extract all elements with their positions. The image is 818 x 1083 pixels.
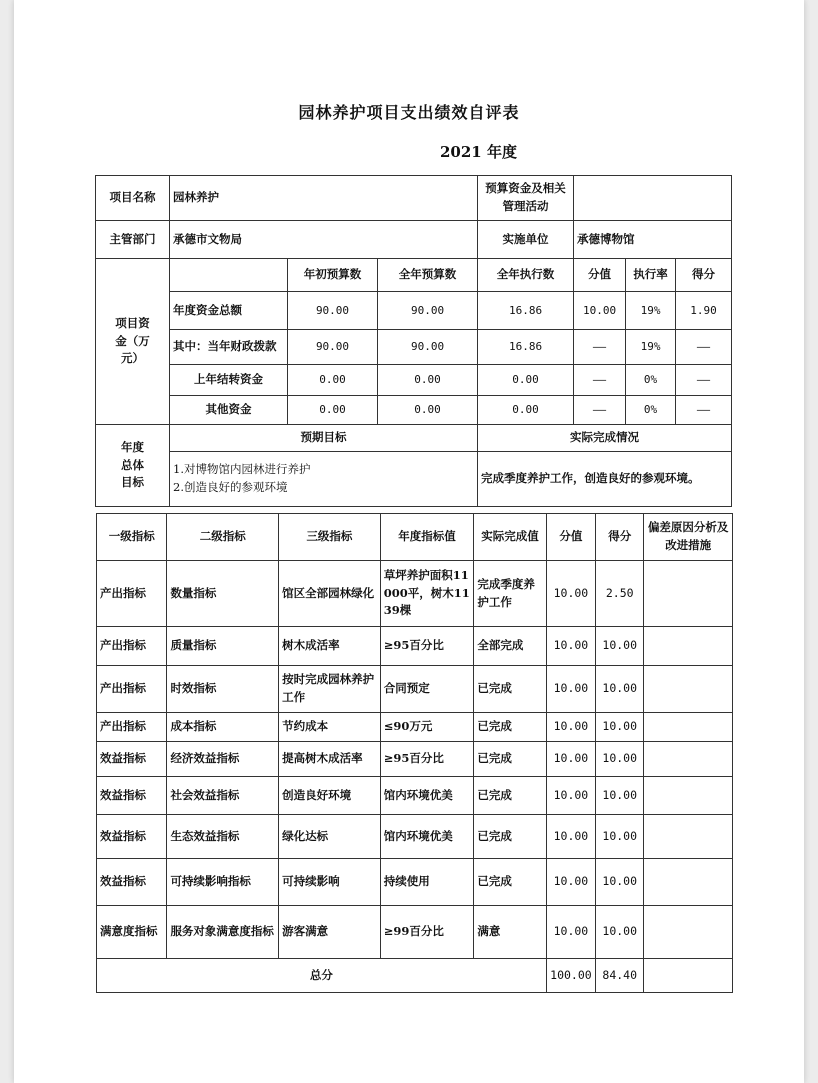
- level1-indicator: 满意度指标: [97, 906, 167, 959]
- level1-indicator: 效益指标: [97, 742, 167, 777]
- total-score: 84.40: [596, 959, 644, 993]
- level2-indicator: 社会效益指标: [167, 777, 279, 815]
- indicator-header: 实际完成值: [474, 514, 546, 561]
- project-name-label: 项目名称: [96, 176, 170, 221]
- actual-value: 已完成: [474, 777, 546, 815]
- points: 10.00: [546, 906, 595, 959]
- funds-cell: 0%: [626, 396, 676, 425]
- level3-indicator: 提高树木成活率: [279, 742, 381, 777]
- indicator-header: 二级指标: [167, 514, 279, 561]
- level1-indicator: 效益指标: [97, 859, 167, 906]
- points: 10.00: [546, 627, 595, 666]
- indicator-row: [97, 815, 733, 859]
- expected-goal-item: 1.对博物馆内园林进行养护: [173, 462, 311, 477]
- funds-cell: 90.00: [288, 292, 378, 330]
- funds-cell: 0.00: [378, 396, 478, 425]
- deviation-analysis: [644, 627, 733, 666]
- points: 10.00: [546, 713, 595, 742]
- expected-goal-header: 预期目标: [170, 425, 478, 452]
- funds-cell: 16.86: [478, 330, 574, 365]
- funds-row-label: 上年结转资金: [170, 365, 288, 396]
- funds-cell: 0%: [626, 365, 676, 396]
- level3-indicator: 节约成本: [279, 713, 381, 742]
- level1-indicator: 效益指标: [97, 815, 167, 859]
- annual-target: 合同预定: [380, 666, 474, 713]
- document-title: 园林养护项目支出绩效自评表: [298, 103, 520, 122]
- funds-cell: 0.00: [378, 365, 478, 396]
- dept-value: 承德市文物局: [170, 221, 478, 259]
- actual-value: 全部完成: [474, 627, 546, 666]
- deviation-analysis: [644, 859, 733, 906]
- indicator-row: [97, 627, 733, 666]
- deviation-analysis: [644, 815, 733, 859]
- funds-cell: 1.90: [676, 292, 732, 330]
- funds-row-label: 年度资金总额: [170, 292, 288, 330]
- funds-header: 分值: [574, 259, 626, 292]
- indicator-header: 分值: [546, 514, 595, 561]
- deviation-analysis: [644, 561, 733, 627]
- points: 10.00: [546, 859, 595, 906]
- indicators-header-row: [97, 514, 733, 561]
- score: 10.00: [596, 713, 644, 742]
- actual-completion-header: 实际完成情况: [478, 425, 732, 452]
- level2-indicator: 时效指标: [167, 666, 279, 713]
- points: 10.00: [546, 742, 595, 777]
- expected-goals: [170, 452, 478, 507]
- expected-goal-item: 2.创造良好的参观环境: [173, 480, 288, 494]
- funds-cell: ——: [676, 396, 732, 425]
- level1-indicator: 产出指标: [97, 561, 167, 627]
- points: 10.00: [546, 815, 595, 859]
- level3-indicator: 游客满意: [279, 906, 381, 959]
- funds-cell: ——: [676, 330, 732, 365]
- level3-indicator: 创造良好环境: [279, 777, 381, 815]
- level3-indicator: 按时完成园林养护工作: [279, 666, 381, 713]
- actual-value: 已完成: [474, 742, 546, 777]
- annual-target: 馆内环境优美: [380, 777, 474, 815]
- budget-mgmt-label: 预算资金及相关管理活动: [478, 176, 574, 221]
- level2-indicator: 经济效益指标: [167, 742, 279, 777]
- funds-row-label: 其他资金: [170, 396, 288, 425]
- total-row: [97, 959, 733, 993]
- dept-label: 主管部门: [96, 221, 170, 259]
- total-remark: [644, 959, 733, 993]
- score: 10.00: [596, 777, 644, 815]
- score: 10.00: [596, 859, 644, 906]
- funds-header: 全年执行数: [478, 259, 574, 292]
- score: 10.00: [596, 627, 644, 666]
- score: 10.00: [596, 742, 644, 777]
- level3-indicator: 可持续影响: [279, 859, 381, 906]
- indicator-row: [97, 666, 733, 713]
- goals-label: 年度总体目标: [96, 425, 170, 507]
- impl-value: 承德博物馆: [574, 221, 732, 259]
- level2-indicator: 数量指标: [167, 561, 279, 627]
- actual-value: 已完成: [474, 666, 546, 713]
- annual-target: 草坪养护面积11000平，树木1139棵: [380, 561, 474, 627]
- level2-indicator: 生态效益指标: [167, 815, 279, 859]
- indicator-header: 三级指标: [279, 514, 381, 561]
- funds-header: 年初预算数: [288, 259, 378, 292]
- annual-target: ≥99百分比: [380, 906, 474, 959]
- level3-indicator: 树木成活率: [279, 627, 381, 666]
- indicator-header: 一级指标: [97, 514, 167, 561]
- funds-cell: ——: [574, 396, 626, 425]
- project-name-value: 园林养护: [170, 176, 478, 221]
- indicator-header: 偏差原因分析及改进措施: [644, 514, 733, 561]
- funds-header: 全年预算数: [378, 259, 478, 292]
- actual-value: 已完成: [474, 713, 546, 742]
- deviation-analysis: [644, 777, 733, 815]
- score: 10.00: [596, 815, 644, 859]
- indicator-header: 得分: [596, 514, 644, 561]
- funds-cell: 90.00: [378, 292, 478, 330]
- project-info-table: [95, 175, 732, 507]
- deviation-analysis: [644, 742, 733, 777]
- funds-cell: 19%: [626, 330, 676, 365]
- level1-indicator: 产出指标: [97, 713, 167, 742]
- annual-target: ≥95百分比: [380, 742, 474, 777]
- actual-value: 已完成: [474, 859, 546, 906]
- level1-indicator: 产出指标: [97, 666, 167, 713]
- funds-cell: 10.00: [574, 292, 626, 330]
- funds-cell: ——: [676, 365, 732, 396]
- level2-indicator: 质量指标: [167, 627, 279, 666]
- annual-target: ≤90万元: [380, 713, 474, 742]
- funds-cell: 90.00: [378, 330, 478, 365]
- actual-value: 完成季度养护工作: [474, 561, 546, 627]
- funds-header-blank: [170, 259, 288, 292]
- funds-cell: 0.00: [288, 365, 378, 396]
- level2-indicator: 服务对象满意度指标: [167, 906, 279, 959]
- funds-cell: 19%: [626, 292, 676, 330]
- score: 2.50: [596, 561, 644, 627]
- points: 10.00: [546, 666, 595, 713]
- indicator-row: [97, 859, 733, 906]
- actual-completion: 完成季度养护工作，创造良好的参观环境。: [478, 452, 732, 507]
- deviation-analysis: [644, 666, 733, 713]
- points: 10.00: [546, 561, 595, 627]
- indicator-row: [97, 777, 733, 815]
- total-label: 总分: [97, 959, 547, 993]
- funds-cell: 0.00: [288, 396, 378, 425]
- level2-indicator: 成本指标: [167, 713, 279, 742]
- indicator-row: [97, 742, 733, 777]
- actual-value: 已完成: [474, 815, 546, 859]
- level2-indicator: 可持续影响指标: [167, 859, 279, 906]
- actual-value: 满意: [474, 906, 546, 959]
- funds-cell: ——: [574, 330, 626, 365]
- annual-target: 馆内环境优美: [380, 815, 474, 859]
- score: 10.00: [596, 906, 644, 959]
- indicator-row: [97, 713, 733, 742]
- indicators-table: [96, 513, 733, 993]
- annual-target: ≥95百分比: [380, 627, 474, 666]
- level1-indicator: 产出指标: [97, 627, 167, 666]
- funds-cell: 0.00: [478, 396, 574, 425]
- score: 10.00: [596, 666, 644, 713]
- year-label: 2021 年度: [440, 143, 517, 161]
- indicator-row: [97, 561, 733, 627]
- level1-indicator: 效益指标: [97, 777, 167, 815]
- annual-target: 持续使用: [380, 859, 474, 906]
- funds-row-label: 其中：当年财政拨款: [170, 330, 288, 365]
- funds-cell: 90.00: [288, 330, 378, 365]
- level3-indicator: 绿化达标: [279, 815, 381, 859]
- funds-cell: ——: [574, 365, 626, 396]
- budget-mgmt-value: [574, 176, 732, 221]
- indicator-row: [97, 906, 733, 959]
- level3-indicator: 馆区全部园林绿化: [279, 561, 381, 627]
- total-points: 100.00: [546, 959, 595, 993]
- funds-label: 项目资金（万元）: [96, 259, 170, 425]
- funds-header: 执行率: [626, 259, 676, 292]
- deviation-analysis: [644, 713, 733, 742]
- impl-label: 实施单位: [478, 221, 574, 259]
- funds-header: 得分: [676, 259, 732, 292]
- funds-cell: 16.86: [478, 292, 574, 330]
- points: 10.00: [546, 777, 595, 815]
- indicator-header: 年度指标值: [380, 514, 474, 561]
- funds-cell: 0.00: [478, 365, 574, 396]
- deviation-analysis: [644, 906, 733, 959]
